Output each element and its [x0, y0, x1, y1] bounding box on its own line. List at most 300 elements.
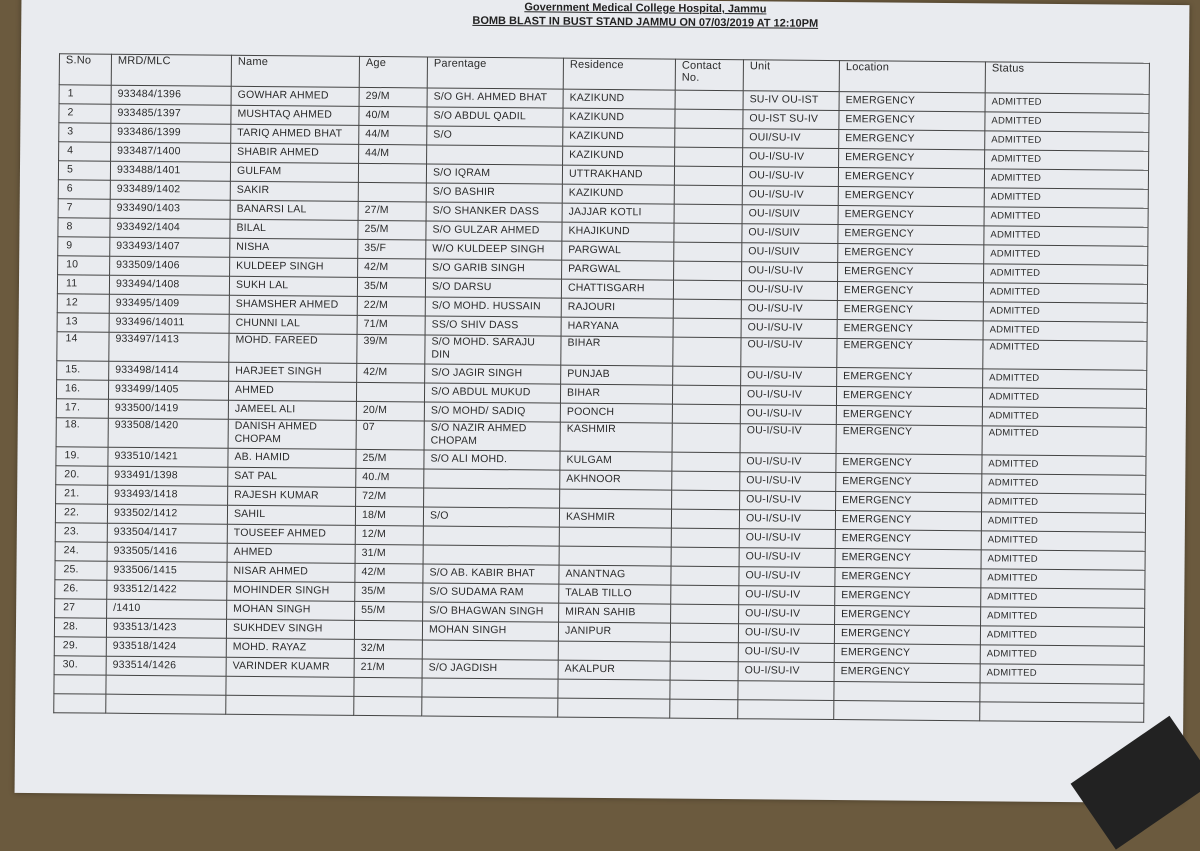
- cell-parentage: SS/O SHIV DASS: [425, 316, 561, 336]
- cell-mrd: [106, 675, 226, 695]
- cell-location: EMERGENCY: [838, 206, 984, 226]
- cell-name: AB. HAMID: [228, 448, 356, 468]
- cell-mrd: 933486/1399: [111, 123, 231, 143]
- cell-mrd: 933484/1396: [111, 85, 231, 105]
- cell-age: 44/M: [359, 144, 427, 164]
- cell-sno: 10: [58, 256, 110, 275]
- cell-unit: OU-I/SU-IV: [741, 319, 837, 339]
- cell-age: [356, 382, 424, 402]
- col-parentage-header: Parentage: [427, 57, 563, 89]
- cell-age: 31/M: [355, 544, 423, 564]
- document-header: [21, 0, 1189, 33]
- cell-age: [354, 677, 422, 697]
- cell-location: EMERGENCY: [835, 568, 981, 588]
- cell-residence: [559, 546, 671, 566]
- cell-status: ADMITTED: [981, 588, 1145, 608]
- cell-parentage: [423, 526, 559, 546]
- col-unit-header: Unit: [743, 60, 839, 92]
- cell-mrd: 933506/1415: [107, 561, 227, 581]
- col-location-header: Location: [839, 61, 985, 93]
- cell-location: EMERGENCY: [835, 549, 981, 569]
- cell-location: EMERGENCY: [837, 339, 983, 369]
- cell-contact: [674, 242, 742, 262]
- cell-residence: CHATTISGARH: [561, 279, 673, 299]
- cell-mrd: 933493/1418: [108, 485, 228, 505]
- cell-location: EMERGENCY: [839, 111, 985, 131]
- cell-mrd: 933498/1414: [109, 361, 229, 381]
- cell-name: SUKHDEV SINGH: [226, 619, 354, 639]
- cell-contact: [670, 623, 738, 643]
- cell-status: ADMITTED: [981, 531, 1145, 551]
- cell-contact: [673, 337, 741, 367]
- cell-residence: PARGWAL: [562, 241, 674, 261]
- cell-parentage: S/O BHAGWAN SINGH: [423, 602, 559, 622]
- cell-unit: OU-I/SU-IV: [740, 424, 836, 454]
- cell-unit: OU-I/SU-IV: [738, 624, 834, 644]
- cell-residence: AKHNOOR: [560, 470, 672, 490]
- cell-parentage: S/O SHANKER DASS: [426, 202, 562, 222]
- cell-location: EMERGENCY: [834, 663, 980, 683]
- cell-unit: OU-I/SU-IV: [740, 405, 836, 425]
- cell-unit: OU-I/SU-IV: [739, 548, 835, 568]
- cell-contact: [673, 280, 741, 300]
- cell-mrd: 933500/1419: [108, 399, 228, 419]
- cell-parentage: [423, 545, 559, 565]
- cell-parentage: S/O ABDUL MUKUD: [424, 383, 560, 403]
- cell-mrd: 933491/1398: [108, 466, 228, 486]
- cell-unit: OU-I/SU-IV: [740, 472, 836, 492]
- cell-name: TOUSEEF AHMED: [227, 524, 355, 544]
- cell-unit: OU-I/SU-IV: [738, 643, 834, 663]
- cell-mrd: 933495/1409: [109, 294, 229, 314]
- cell-residence: BIHAR: [560, 384, 672, 404]
- cell-parentage: MOHAN SINGH: [422, 621, 558, 641]
- cell-sno: 12: [57, 294, 109, 313]
- cell-location: EMERGENCY: [836, 425, 982, 455]
- cell-contact: [674, 166, 742, 186]
- cell-contact: [670, 642, 738, 662]
- cell-status: ADMITTED: [980, 664, 1144, 684]
- cell-unit: OU-I/SU-IV: [740, 453, 836, 473]
- cell-mrd: 933496/14011: [109, 313, 229, 333]
- cell-residence: JANIPUR: [558, 622, 670, 642]
- col-age-header: Age: [359, 56, 427, 88]
- cell-name: SAT PAL: [228, 467, 356, 487]
- cell-residence: [558, 641, 670, 661]
- col-status-header: Status: [985, 62, 1149, 94]
- cell-sno: [54, 675, 106, 694]
- cell-unit: OU-I/SU-IV: [742, 186, 838, 206]
- cell-mrd: 933508/1420: [108, 418, 228, 448]
- cell-unit: OU-I/SU-IV: [738, 662, 834, 682]
- cell-unit: OUI/SU-IV: [743, 129, 839, 149]
- cell-sno: 26.: [55, 580, 107, 599]
- cell-status: ADMITTED: [982, 455, 1146, 475]
- cell-contact: [670, 680, 738, 700]
- cell-location: EMERGENCY: [838, 263, 984, 283]
- patient-table: [53, 53, 1150, 722]
- cell-sno: 21.: [56, 485, 108, 504]
- cell-status: ADMITTED: [984, 207, 1148, 227]
- cell-status: ADMITTED: [981, 512, 1145, 532]
- cell-name: RAJESH KUMAR: [228, 486, 356, 506]
- cell-parentage: S/O MOHD. SARAJU DIN: [425, 335, 561, 365]
- cell-parentage: S/O DARSU: [425, 278, 561, 298]
- cell-age: [358, 182, 426, 202]
- cell-status: ADMITTED: [983, 283, 1147, 303]
- cell-contact: [672, 471, 740, 491]
- cell-contact: [673, 299, 741, 319]
- cell-status: ADMITTED: [984, 245, 1148, 265]
- cell-mrd: 933499/1405: [108, 380, 228, 400]
- cell-unit: OU-I/SU-IV: [741, 367, 837, 387]
- cell-sno: 5: [58, 161, 110, 180]
- cell-status: ADMITTED: [982, 388, 1146, 408]
- cell-contact: [674, 185, 742, 205]
- col-contact-header: Contact No.: [675, 59, 743, 91]
- cell-name: [226, 695, 354, 715]
- cell-status: ADMITTED: [982, 426, 1146, 456]
- cell-name: SAKIR: [230, 181, 358, 201]
- cell-age: 35/M: [357, 277, 425, 297]
- cell-age: [354, 696, 422, 716]
- cell-mrd: 933497/1413: [109, 332, 229, 362]
- cell-name: BILAL: [230, 219, 358, 239]
- cell-mrd: 933509/1406: [110, 256, 230, 276]
- cell-sno: 24.: [55, 542, 107, 561]
- cell-contact: [674, 223, 742, 243]
- cell-unit: OU-I/SU-IV: [739, 605, 835, 625]
- cell-residence: MIRAN SAHIB: [559, 603, 671, 623]
- cell-mrd: 933490/1403: [110, 199, 230, 219]
- cell-location: EMERGENCY: [838, 244, 984, 264]
- table-body: [54, 85, 1149, 722]
- cell-residence: AKALPUR: [558, 660, 670, 680]
- cell-sno: 18.: [56, 418, 108, 447]
- cell-name: AHMED: [228, 381, 356, 401]
- cell-unit: OU-I/SUIV: [742, 243, 838, 263]
- cell-age: 35/F: [358, 239, 426, 259]
- cell-contact: [675, 109, 743, 129]
- cell-location: EMERGENCY: [839, 130, 985, 150]
- cell-mrd: 933513/1423: [106, 618, 226, 638]
- cell-parentage: S/O: [423, 507, 559, 527]
- cell-sno: 9: [58, 237, 110, 256]
- cell-age: 12/M: [355, 525, 423, 545]
- cell-mrd: 933485/1397: [111, 104, 231, 124]
- cell-parentage: [422, 697, 558, 717]
- cell-mrd: 933514/1426: [106, 656, 226, 676]
- cell-location: EMERGENCY: [835, 530, 981, 550]
- cell-parentage: S/O: [427, 126, 563, 146]
- cell-status: [980, 702, 1144, 722]
- cell-location: EMERGENCY: [838, 187, 984, 207]
- cell-parentage: S/O ALI MOHD.: [424, 450, 560, 470]
- cell-age: 35/M: [355, 582, 423, 602]
- cell-name: GULFAM: [230, 162, 358, 182]
- hospital-title: Government Medical College Hospital, Jammu: [524, 1, 767, 16]
- cell-name: TARIQ AHMED BHAT: [231, 124, 359, 144]
- cell-age: 42/M: [355, 563, 423, 583]
- cell-sno: 15.: [57, 361, 109, 380]
- cell-location: EMERGENCY: [835, 511, 981, 531]
- cell-name: KULDEEP SINGH: [230, 257, 358, 277]
- cell-name: SHABIR AHMED: [231, 143, 359, 163]
- cell-sno: 2: [59, 104, 111, 123]
- cell-sno: 19.: [56, 447, 108, 466]
- cell-residence: KHAJIKUND: [562, 222, 674, 242]
- cell-residence: [560, 489, 672, 509]
- cell-age: [358, 163, 426, 183]
- cell-age: 21/M: [354, 658, 422, 678]
- cell-contact: [673, 366, 741, 386]
- cell-location: EMERGENCY: [837, 301, 983, 321]
- cell-contact: [675, 90, 743, 110]
- cell-residence: RAJOURI: [561, 298, 673, 318]
- cell-location: EMERGENCY: [836, 492, 982, 512]
- cell-unit: OU-I/SU-IV: [743, 148, 839, 168]
- cell-location: EMERGENCY: [836, 406, 982, 426]
- cell-name: SHAMSHER AHMED: [229, 295, 357, 315]
- cell-contact: [672, 385, 740, 405]
- cell-age: 18/M: [355, 506, 423, 526]
- cell-age: 42/M: [358, 258, 426, 278]
- cell-mrd: 933493/1407: [110, 237, 230, 257]
- cell-parentage: S/O AB. KABIR BHAT: [423, 564, 559, 584]
- cell-status: ADMITTED: [983, 340, 1147, 370]
- cell-parentage: S/O ABDUL QADIL: [427, 107, 563, 127]
- cell-location: EMERGENCY: [838, 225, 984, 245]
- cell-status: ADMITTED: [982, 474, 1146, 494]
- cell-sno: 25.: [55, 561, 107, 580]
- cell-age: 42/M: [357, 363, 425, 383]
- cell-age: 07: [356, 420, 424, 450]
- cell-age: [354, 620, 422, 640]
- cell-sno: 13: [57, 313, 109, 332]
- cell-status: ADMITTED: [981, 607, 1145, 627]
- cell-name: NISHA: [230, 238, 358, 258]
- cell-parentage: S/O SUDAMA RAM: [423, 583, 559, 603]
- cell-sno: 4: [59, 142, 111, 161]
- cell-residence: ANANTNAG: [559, 565, 671, 585]
- cell-unit: OU-I/SU-IV: [739, 567, 835, 587]
- cell-unit: OU-I/SU-IV: [739, 586, 835, 606]
- cell-unit: OU-I/SU-IV: [741, 300, 837, 320]
- cell-status: ADMITTED: [984, 226, 1148, 246]
- cell-name: DANISH AHMED CHOPAM: [228, 419, 356, 449]
- cell-status: ADMITTED: [983, 369, 1147, 389]
- cell-status: ADMITTED: [985, 150, 1149, 170]
- cell-age: 40./M: [356, 468, 424, 488]
- cell-residence: [559, 527, 671, 547]
- cell-age: 20/M: [356, 401, 424, 421]
- cell-name: SAHIL: [227, 505, 355, 525]
- cell-contact: [672, 452, 740, 472]
- cell-status: ADMITTED: [985, 131, 1149, 151]
- cell-residence: KAZIKUND: [562, 184, 674, 204]
- cell-residence: KAZIKUND: [563, 146, 675, 166]
- cell-sno: 16.: [56, 380, 108, 399]
- cell-contact: [675, 128, 743, 148]
- cell-residence: KAZIKUND: [563, 127, 675, 147]
- cell-sno: 30.: [54, 656, 106, 675]
- cell-status: ADMITTED: [985, 93, 1149, 113]
- cell-location: EMERGENCY: [836, 473, 982, 493]
- cell-contact: [670, 699, 738, 719]
- cell-mrd: 933510/1421: [108, 447, 228, 467]
- cell-status: ADMITTED: [984, 188, 1148, 208]
- cell-status: ADMITTED: [983, 321, 1147, 341]
- cell-parentage: S/O NAZIR AHMED CHOPAM: [424, 421, 560, 451]
- cell-sno: 23.: [55, 523, 107, 542]
- cell-name: HARJEET SINGH: [229, 362, 357, 382]
- corner-shadow: [1071, 716, 1200, 850]
- cell-location: EMERGENCY: [834, 625, 980, 645]
- cell-contact: [674, 261, 742, 281]
- cell-mrd: 933488/1401: [110, 161, 230, 181]
- cell-sno: 3: [59, 123, 111, 142]
- cell-parentage: [422, 678, 558, 698]
- cell-parentage: S/O MOHD. HUSSAIN: [425, 297, 561, 317]
- cell-unit: OU-I/SU-IV: [739, 529, 835, 549]
- document-sheet: [15, 0, 1190, 803]
- cell-contact: [670, 661, 738, 681]
- cell-parentage: S/O JAGIR SINGH: [425, 364, 561, 384]
- cell-residence: POONCH: [560, 403, 672, 423]
- cell-residence: [558, 679, 670, 699]
- cell-contact: [671, 604, 739, 624]
- cell-parentage: S/O GULZAR AHMED: [426, 221, 562, 241]
- cell-residence: KAZIKUND: [563, 89, 675, 109]
- cell-sno: 27: [55, 599, 107, 618]
- cell-mrd: 933512/1422: [107, 580, 227, 600]
- cell-sno: 28.: [54, 618, 106, 637]
- cell-age: 32/M: [354, 639, 422, 659]
- cell-parentage: W/O KULDEEP SINGH: [426, 240, 562, 260]
- cell-status: ADMITTED: [984, 264, 1148, 284]
- cell-parentage: S/O GARIB SINGH: [426, 259, 562, 279]
- cell-name: MOHD. RAYAZ: [226, 638, 354, 658]
- cell-location: EMERGENCY: [837, 320, 983, 340]
- cell-mrd: 933504/1417: [107, 523, 227, 543]
- cell-unit: [738, 700, 834, 720]
- cell-name: AHMED: [227, 543, 355, 563]
- cell-age: 27/M: [358, 201, 426, 221]
- cell-residence: TALAB TILLO: [559, 584, 671, 604]
- cell-unit: OU-I/SU-IV: [740, 386, 836, 406]
- cell-name: CHUNNI LAL: [229, 314, 357, 334]
- cell-name: MOHD. FAREED: [229, 333, 357, 363]
- cell-mrd: /1410: [107, 599, 227, 619]
- cell-sno: 14: [57, 332, 109, 361]
- cell-mrd: 933489/1402: [110, 180, 230, 200]
- cell-parentage: S/O MOHD/ SADIQ: [424, 402, 560, 422]
- cell-location: EMERGENCY: [834, 644, 980, 664]
- cell-name: [226, 676, 354, 696]
- cell-contact: [674, 204, 742, 224]
- cell-residence: PUNJAB: [561, 365, 673, 385]
- cell-mrd: 933518/1424: [106, 637, 226, 657]
- col-mrd-header: MRD/MLC: [111, 54, 231, 86]
- cell-age: 72/M: [356, 487, 424, 507]
- cell-sno: 20.: [56, 466, 108, 485]
- col-name-header: Name: [231, 55, 359, 87]
- cell-unit: SU-IV OU-IST: [743, 91, 839, 111]
- cell-sno: 8: [58, 218, 110, 237]
- cell-name: MOHINDER SINGH: [227, 581, 355, 601]
- cell-unit: [738, 681, 834, 701]
- cell-mrd: 933492/1404: [110, 218, 230, 238]
- cell-unit: OU-I/SUIV: [742, 224, 838, 244]
- cell-contact: [671, 547, 739, 567]
- cell-unit: OU-I/SU-IV: [739, 510, 835, 530]
- cell-contact: [672, 490, 740, 510]
- cell-status: ADMITTED: [980, 626, 1144, 646]
- cell-residence: KAZIKUND: [563, 108, 675, 128]
- cell-name: BANARSI LAL: [230, 200, 358, 220]
- col-residence-header: Residence: [563, 58, 675, 90]
- cell-parentage: S/O GH. AHMED BHAT: [427, 88, 563, 108]
- cell-residence: KASHMIR: [560, 422, 672, 452]
- cell-contact: [671, 566, 739, 586]
- cell-sno: 22.: [55, 504, 107, 523]
- cell-sno: [54, 694, 106, 713]
- cell-status: ADMITTED: [985, 112, 1149, 132]
- cell-location: EMERGENCY: [837, 282, 983, 302]
- cell-residence: KULGAM: [560, 451, 672, 471]
- event-title: BOMB BLAST IN BUST STAND JAMMU ON 07/03/2019 AT 12:10PM: [472, 14, 819, 30]
- cell-status: ADMITTED: [982, 493, 1146, 513]
- cell-parentage: S/O JAGDISH: [422, 659, 558, 679]
- cell-name: GOWHAR AHMED: [231, 86, 359, 106]
- cell-contact: [671, 585, 739, 605]
- cell-status: ADMITTED: [984, 169, 1148, 189]
- cell-contact: [672, 404, 740, 424]
- cell-age: 71/M: [357, 315, 425, 335]
- cell-contact: [671, 509, 739, 529]
- cell-sno: 29.: [54, 637, 106, 656]
- cell-unit: OU-I/SU-IV: [741, 281, 837, 301]
- cell-mrd: 933505/1416: [107, 542, 227, 562]
- cell-unit: OU-I/SU-IV: [742, 262, 838, 282]
- cell-status: ADMITTED: [983, 302, 1147, 322]
- cell-status: ADMITTED: [981, 550, 1145, 570]
- cell-parentage: [424, 488, 560, 508]
- cell-location: EMERGENCY: [835, 587, 981, 607]
- cell-age: 22/M: [357, 296, 425, 316]
- cell-location: [834, 701, 980, 721]
- cell-location: EMERGENCY: [835, 606, 981, 626]
- cell-unit: OU-I/SUIV: [742, 205, 838, 225]
- cell-name: JAMEEL ALI: [228, 400, 356, 420]
- cell-residence: BIHAR: [561, 336, 673, 366]
- cell-age: 55/M: [355, 601, 423, 621]
- cell-name: SUKH LAL: [229, 276, 357, 296]
- col-sno-header: S.No: [59, 54, 111, 85]
- cell-status: ADMITTED: [982, 407, 1146, 427]
- cell-location: [834, 682, 980, 702]
- cell-status: [980, 683, 1144, 703]
- cell-age: 40/M: [359, 106, 427, 126]
- cell-mrd: 933494/1408: [109, 275, 229, 295]
- cell-contact: [673, 318, 741, 338]
- cell-parentage: S/O BASHIR: [426, 183, 562, 203]
- cell-unit: OU-I/SU-IV: [741, 338, 837, 368]
- cell-contact: [675, 147, 743, 167]
- cell-location: EMERGENCY: [839, 92, 985, 112]
- cell-age: 25/M: [358, 220, 426, 240]
- cell-parentage: [424, 469, 560, 489]
